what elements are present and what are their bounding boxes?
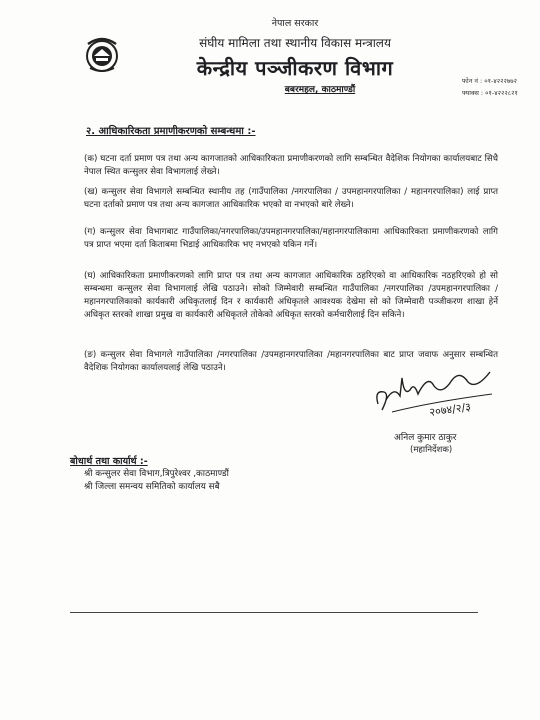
cc-recipient: श्री कन्सुलर सेवा विभाग,त्रिपुरेश्वर ,काठमाण्डौं: [84, 469, 229, 479]
paragraph-gha: (घ) आधिकारिकता प्रमाणीकरणको लागि प्राप्त पत्र तथा अन्य कागजात आधिकारिक ठहरिएको वा आधिकारिक नठहरिएको हो सो सम्बन्धमा कन्सुलर सेवा विभागलाई लेखि पठाउने। सोको जिम्मेवारी सम्बन्धित गाउँपालिका /नगरपालिका /उपमहानगरपालिका /महानगरपालिकाको कार्यकारी अधिकृतलाई दिन र कार्यकारी अधिकृतले आवश्यक देखेमा सो को जिम्मेवारी पञ्जीकरण शाखा हेर्ने अधिकृत स्तरको शाखा प्रमुख वा कार्यकारी अधिकृतले तोकेको अधिकृत स्तरको कर्मचारीलाई दिन सकिने।: [84, 271, 498, 320]
signature-date: २०७४/२/३: [428, 400, 472, 419]
cc-heading: बोधार्थ तथा कार्यार्थ :-: [70, 456, 148, 467]
government-name: नेपाल सरकार: [271, 18, 319, 29]
phone-number: फोन नं : ०१-४२२२७७२: [462, 77, 518, 85]
ministry-name: संघीय मामिला तथा स्थानीय विकास मन्त्रालय: [199, 36, 391, 50]
paragraph-ga: (ग) कन्सुलर सेवा विभागबाट गाउँपालिका/नगरपालिका/उपमहानगरपालिका/महानगरपालिकामा आधिकारिकता प्रमाणीकरणको लागि पत्र प्राप्त भएमा दर्ता किताबमा भिडाई आधिकारिक भए नभएको यकिन गर्ने।: [84, 227, 498, 250]
signatory-title: (महानिर्देशक): [410, 445, 453, 455]
paragraph-nga: (ङ) कन्सुलर सेवा विभागले गाउँपालिका /नगरपालिका /उपमहानगरपालिका /महानगरपालिका बाट प्राप्त जवाफ अनुसार सम्बन्धित वैदेशिक नियोगका कार्यालयलाई लेखि पठाउने।: [84, 350, 498, 373]
handwritten-signature: [372, 360, 502, 422]
paragraph-kha: (ख) कन्सुलर सेवा विभागले सम्बन्धित स्थानीय तह (गाउँपालिका /नगरपालिका / उपमहानगरपालिका / महानगरपालिका) लाई प्राप्त घटना दर्ताको प्रमाण पत्र तथा अन्य कागजात आधिकारिक भएको वा नभएको बारे लेख्ने।: [84, 187, 498, 210]
office-address: बबरमहल, काठमाण्डौं: [284, 85, 356, 95]
fax-number: फ्याक्स : ०१-४२२२८२१: [462, 89, 518, 97]
signatory-name: अनिल कुमार ठाकुर: [394, 433, 457, 443]
footer-divider: [70, 612, 478, 613]
nepal-emblem-logo: [82, 34, 122, 74]
cc-recipient: श्री जिल्ला समन्वय समितिको कार्यालय सबै: [84, 482, 220, 492]
paragraph-ka: (क) घटना दर्ता प्रमाण पत्र तथा अन्य कागजातको आधिकारिकता प्रमाणीकरणको लागि सम्बन्धित वैदेशिक नियोगका कार्यालयबाट सिधै नेपाल स्थित कन्सुलर सेवा विभागलाई लेख्ने।: [84, 154, 498, 177]
subject-heading: २. आधिकारिकता प्रमाणीकरणको सम्बन्धमा :-: [86, 126, 256, 137]
department-name: केन्द्रीय पञ्जीकरण विभाग: [196, 56, 394, 80]
